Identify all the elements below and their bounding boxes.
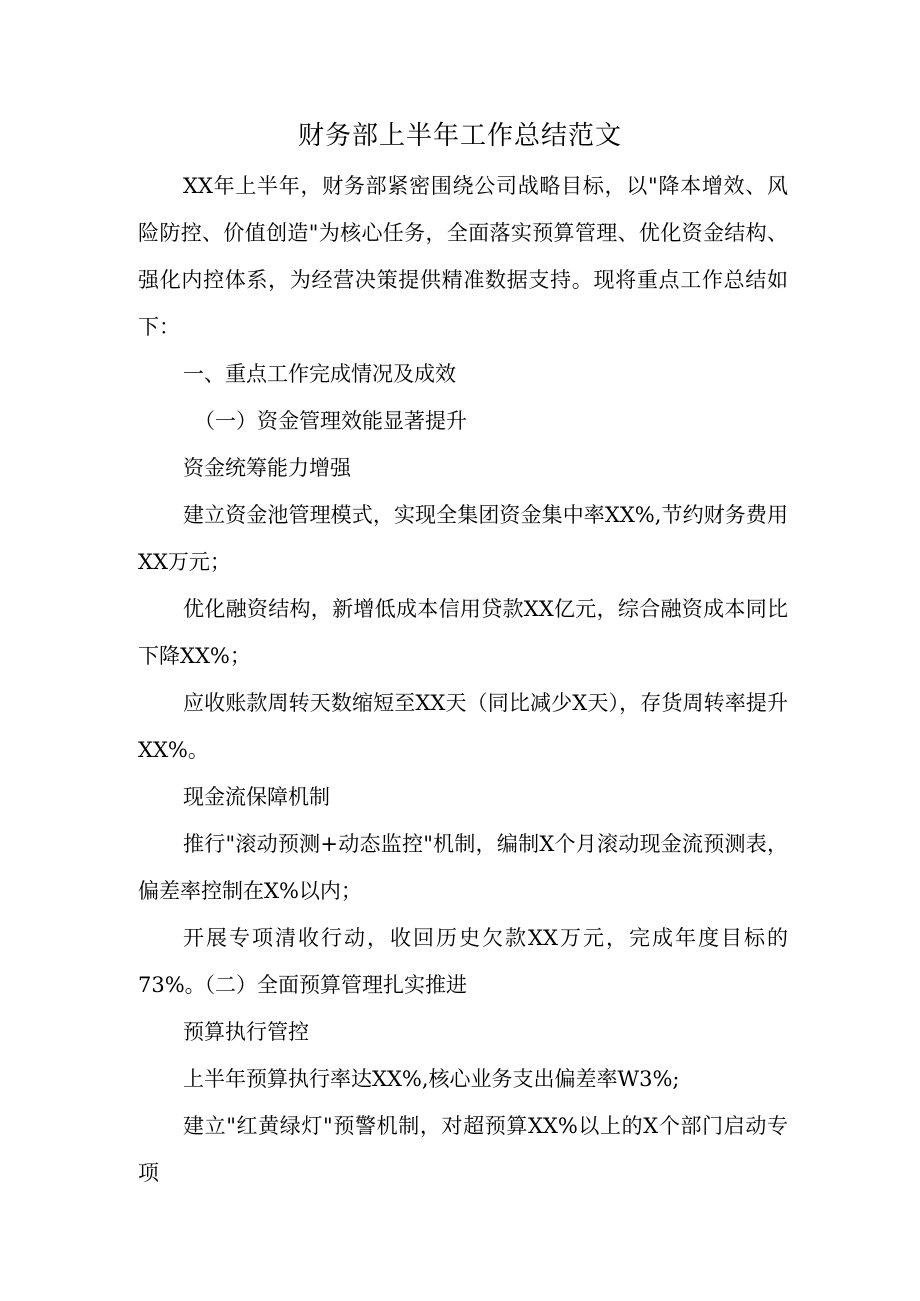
list-item-budget-execution: 上半年预算执行率达XX%,核心业务支出偏差率W3%; — [183, 1067, 680, 1091]
list-item-warning-mechanism: 建立"红黄绿灯"预警机制，对超预算XX%以上的X个部门启动专项 — [138, 1114, 788, 1185]
list-item-fund-pool: 建立资金池管理模式，实现全集团资金集中率XX%,节约财务费用XX万元； — [138, 503, 788, 574]
topic-budget-control-heading: 预算执行管控 — [183, 1020, 309, 1044]
list-item-rolling-forecast: 推行"滚动预测+动态监控"机制，编制X个月滚动现金流预测表，偏差率控制在X%以内； — [138, 832, 788, 903]
list-item-receivables-turnover: 应收账款周转天数缩短至XX天（同比减少X天），存货周转率提升XX%。 — [138, 691, 788, 762]
document-title: 财务部上半年工作总结范文 — [297, 121, 622, 151]
list-item-financing-structure: 优化融资结构，新增低成本信用贷款XX亿元，综合融资成本同比下降XX%； — [138, 597, 788, 668]
intro-paragraph: XX年上半年，财务部紧密围绕公司战略目标，以"降本增效、风险防控、价值创造"为核心任务，全面落实预算管理、优化资金结构、强化内控体系，为经营决策提供精准数据支持。现将重点工作总结如下： — [138, 174, 788, 339]
topic-cashflow-heading: 现金流保障机制 — [183, 785, 330, 809]
topic-fund-coordination-heading: 资金统筹能力增强 — [183, 456, 351, 480]
section-1-heading: 一、重点工作完成情况及成效 — [183, 362, 456, 386]
list-item-debt-collection: 开展专项清收行动，收回历史欠款XX万元，完成年度目标的73%。 — [138, 926, 788, 997]
subsection-2-heading: （二）全面预算管理扎实推进 — [194, 973, 467, 997]
subsection-1-heading: （一）资金管理效能显著提升 — [194, 409, 467, 433]
